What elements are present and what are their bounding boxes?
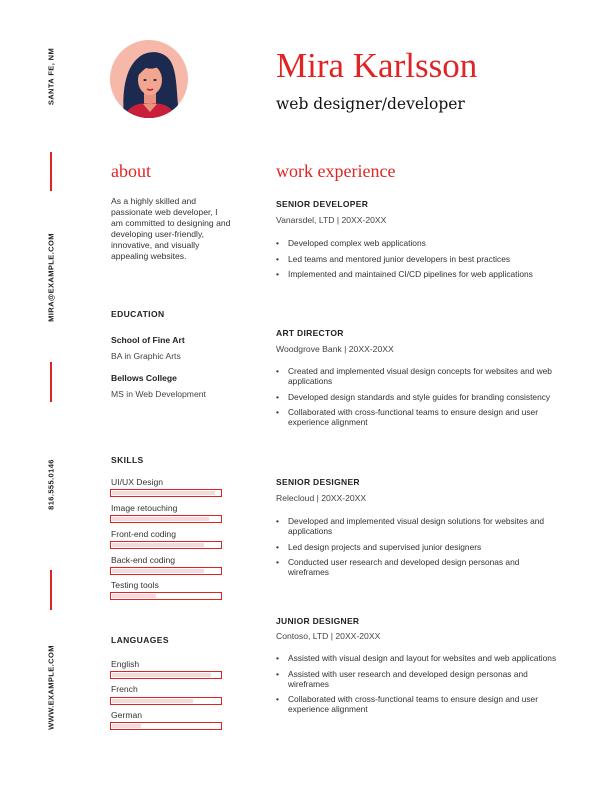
skill-bar xyxy=(110,489,222,497)
job-company: Woodgrove Bank | 20XX-20XX xyxy=(276,344,394,354)
job-company: Contoso, LTD | 20XX-20XX xyxy=(276,631,381,641)
contact-website[interactable]: WWW.EXAMPLE.COM xyxy=(46,645,56,730)
language-bar-fill xyxy=(112,724,141,728)
skill-label: Image retouching xyxy=(111,503,178,513)
job-company: Relecloud | 20XX-20XX xyxy=(276,493,367,503)
language-bar xyxy=(110,697,222,705)
list-item: • Developed design standards and style guides for branding consistency xyxy=(276,392,561,402)
list-item: • Implemented and maintained CI/CD pipelines for web applications xyxy=(276,269,561,279)
skill-bar xyxy=(110,515,222,523)
skill-label: Back-end coding xyxy=(111,555,176,565)
list-item: • Led teams and mentored junior developers in best practices xyxy=(276,254,561,264)
education-degree: MS in Web Development xyxy=(111,389,206,399)
experience-heading: work experience xyxy=(276,161,396,181)
skill-bar-fill xyxy=(112,517,209,521)
skill-bar xyxy=(110,567,222,575)
about-heading: about xyxy=(111,161,151,181)
skill-label: UI/UX Design xyxy=(111,477,164,487)
education-school: School of Fine Art xyxy=(111,335,185,345)
skill-bar-fill xyxy=(112,569,204,573)
list-item: • Developed complex web applications xyxy=(276,238,561,248)
job-bullets xyxy=(276,238,561,285)
list-item: • Conducted user research and developed design personas and wireframes xyxy=(276,557,561,577)
skill-bar-fill xyxy=(112,594,156,598)
job-title: SENIOR DEVELOPER xyxy=(276,199,369,209)
skill-bar-fill xyxy=(112,543,204,547)
list-item: • Collaborated with cross-functional teams to ensure design and user experience alignment xyxy=(276,694,561,714)
list-item: • Developed and implemented visual design solutions for websites and applications xyxy=(276,516,561,536)
list-item: • Collaborated with cross-functional teams to ensure design and user experience alignment xyxy=(276,407,561,427)
job-company: Vanarsdel, LTD | 20XX-20XX xyxy=(276,215,387,225)
education-degree: BA in Graphic Arts xyxy=(111,351,181,361)
skill-bar-fill xyxy=(112,491,215,495)
avatar xyxy=(110,40,188,118)
skill-bar xyxy=(110,592,222,600)
resume-name: Mira Karlsson xyxy=(276,46,478,85)
divider-line xyxy=(50,152,52,191)
list-item: • Led design projects and supervised junior designers xyxy=(276,542,561,552)
job-title: JUNIOR DESIGNER xyxy=(276,616,360,626)
about-text: As a highly skilled and passionate web developer, I am committed to designing and developing user-friendly, innovative, and visually appealing websites. xyxy=(111,196,231,261)
language-label: German xyxy=(111,710,143,720)
list-item: • Assisted with user research and developed design personas and wireframes xyxy=(276,669,561,689)
list-item: • Assisted with visual design and layout for websites and web applications xyxy=(276,653,561,663)
skill-label: Front-end coding xyxy=(111,529,176,539)
language-label: English xyxy=(111,659,140,669)
language-label: French xyxy=(111,684,138,694)
list-item: • Created and implemented visual design concepts for websites and web applications xyxy=(276,366,561,386)
language-bar xyxy=(110,722,222,730)
job-bullets xyxy=(276,366,561,433)
divider-line xyxy=(50,570,52,610)
education-heading: EDUCATION xyxy=(111,309,165,319)
job-title: ART DIRECTOR xyxy=(276,328,344,338)
skill-bar xyxy=(110,541,222,549)
job-bullets xyxy=(276,516,561,583)
language-bar-fill xyxy=(112,673,211,677)
contact-phone[interactable]: 816.555.0146 xyxy=(46,459,56,510)
divider-line xyxy=(50,362,52,402)
language-bar xyxy=(110,671,222,679)
job-bullets xyxy=(276,653,561,720)
resume-title: web designer/developer xyxy=(276,95,465,113)
skills-heading: SKILLS xyxy=(111,455,144,465)
job-title: SENIOR DESIGNER xyxy=(276,477,360,487)
contact-email[interactable]: MIRA@EXAMPLE.COM xyxy=(46,233,56,322)
languages-heading: LANGUAGES xyxy=(111,635,169,645)
language-bar-fill xyxy=(112,699,193,703)
person-portrait-icon xyxy=(110,40,188,118)
contact-location: SANTA FE, NM xyxy=(46,47,56,106)
education-school: Bellows College xyxy=(111,373,177,383)
skill-label: Testing tools xyxy=(111,580,159,590)
